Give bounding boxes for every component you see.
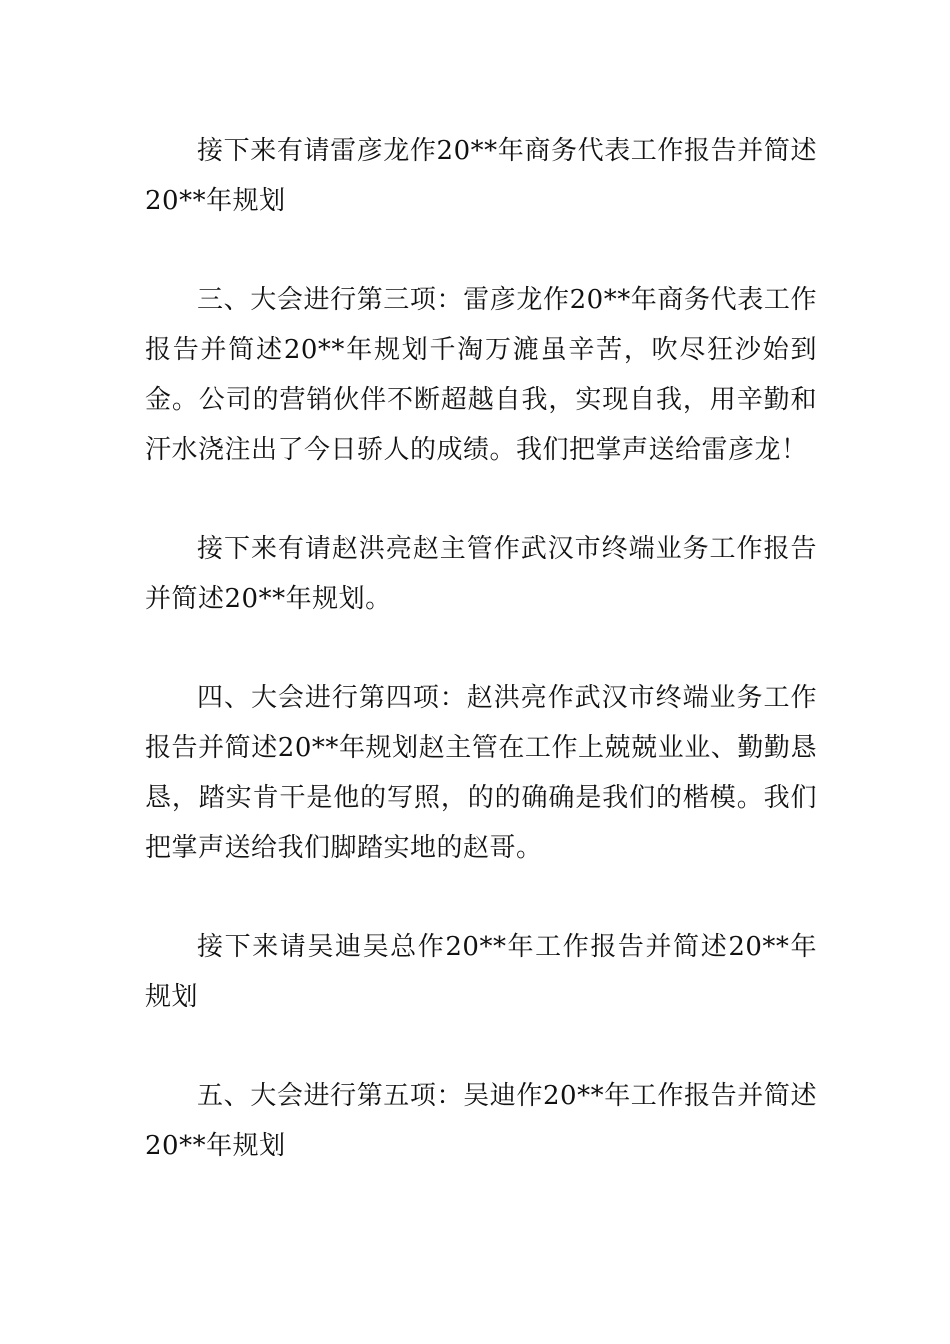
paragraph-intro-wu: 接下来请吴迪吴总作20**年工作报告并简述20**年规划 bbox=[145, 932, 817, 1012]
paragraph-intro-zhao: 接下来有请赵洪亮赵主管作武汉市终端业务工作报告并简述20**年规划。 bbox=[145, 534, 817, 614]
paragraph-item-four: 四、大会进行第四项：赵洪亮作武汉市终端业务工作报告并简述20**年规划赵主管在工作上兢兢业业、勤勤恳恳，踏实肯干是他的写照，的的确确是我们的楷模。我们把掌声送给我们脚踏实地的赵哥。 bbox=[145, 683, 817, 863]
paragraph-item-five: 五、大会进行第五项：吴迪作20**年工作报告并简述20**年规划 bbox=[145, 1081, 817, 1161]
paragraph-item-three: 三、大会进行第三项：雷彦龙作20**年商务代表工作报告并简述20**年规划千淘万漉虽辛苦，吹尽狂沙始到金。公司的营销伙伴不断超越自我，实现自我，用辛勤和汗水浇注出了今日骄人的成绩。我们把掌声送给雷彦龙！ bbox=[145, 285, 817, 465]
paragraph-intro-lei: 接下来有请雷彦龙作20**年商务代表工作报告并简述20**年规划 bbox=[145, 136, 817, 216]
